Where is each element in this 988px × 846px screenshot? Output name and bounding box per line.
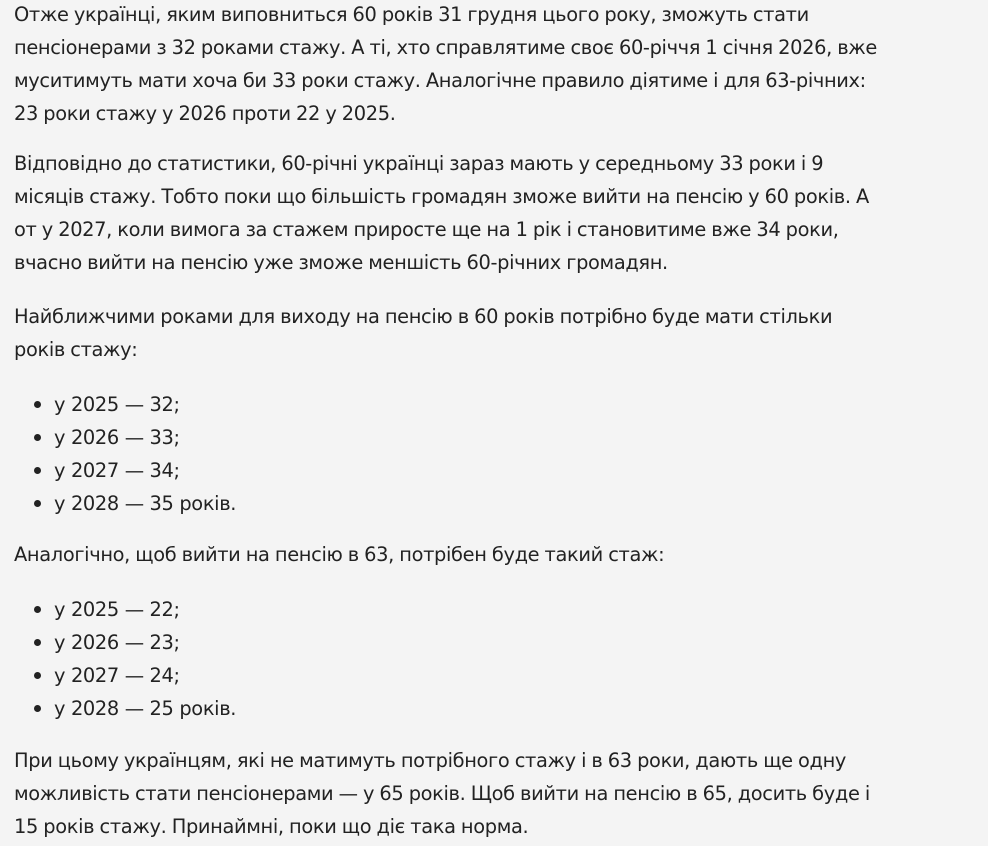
list-item-text: у 2026 — 23;	[54, 631, 180, 654]
list-item	[34, 487, 236, 520]
text-line: Аналогічно, щоб вийти на пенсію в 63, потрібен буде такий стаж:	[14, 543, 665, 566]
text-line: можливість стати пенсіонерами — у 65 років. Щоб вийти на пенсію в 65, досить буде і	[14, 782, 870, 805]
text-line: 15 років стажу. Принаймні, поки що діє така норма.	[14, 815, 529, 838]
text-line: Відповідно до статистики, 60-річні українці зараз мають у середньому 33 роки і 9	[14, 152, 824, 175]
paragraph-retirement-rule	[14, 0, 877, 130]
text-line: років стажу:	[14, 338, 138, 361]
bullet-icon	[34, 434, 41, 441]
list-item	[34, 692, 236, 725]
text-line: місяців стажу. Тобто поки що більшість громадян зможе вийти на пенсію у 60 років. А	[14, 185, 869, 208]
paragraph-intro-60	[14, 300, 832, 366]
bullet-icon	[34, 500, 41, 507]
text-line: Найближчими роками для виходу на пенсію в 60 років потрібно буде мати стільки	[14, 305, 833, 328]
bullet-icon	[34, 401, 41, 408]
list-item	[34, 388, 236, 421]
bullet-icon	[34, 672, 41, 679]
list-item	[34, 659, 236, 692]
bullet-icon	[34, 639, 41, 646]
list-item-text: у 2028 — 25 років.	[54, 697, 237, 720]
list-item-text: у 2026 — 33;	[54, 426, 180, 449]
text-line: При цьому українцям, які не матимуть потрібного стажу і в 63 роки, дають ще одну	[14, 749, 847, 772]
list-item	[34, 593, 236, 626]
text-line: 23 роки стажу у 2026 проти 22 у 2025.	[14, 102, 396, 125]
bullet-icon	[34, 705, 41, 712]
text-line: пенсіонерами з 32 роками стажу. А ті, хто справлятиме своє 60-річчя 1 січня 2026, вже	[14, 36, 877, 59]
paragraph-statistics	[14, 147, 869, 279]
list-item	[34, 421, 236, 454]
text-line: Отже українці, яким виповниться 60 років 31 грудня цього року, зможуть стати	[14, 3, 809, 26]
list-item-text: у 2027 — 24;	[54, 664, 180, 687]
list-item	[34, 454, 236, 487]
list-item-text: у 2028 — 35 років.	[54, 492, 237, 515]
bullet-icon	[34, 467, 41, 474]
paragraph-intro-63	[14, 538, 664, 571]
text-line: муситимуть мати хоча би 33 роки стажу. Аналогічне правило діятиме і для 63-річних:	[14, 69, 866, 92]
list-item	[34, 626, 236, 659]
text-line: от у 2027, коли вимога за стажем приросте ще на 1 рік і становитиме вже 34 роки,	[14, 218, 839, 241]
list-item-text: у 2025 — 32;	[54, 393, 180, 416]
list-requirements-63	[34, 593, 236, 725]
list-requirements-60	[34, 388, 236, 520]
bullet-icon	[34, 606, 41, 613]
list-item-text: у 2025 — 22;	[54, 598, 180, 621]
paragraph-age-65	[14, 744, 870, 843]
text-line: вчасно вийти на пенсію уже зможе меншість 60-річних громадян.	[14, 251, 668, 274]
list-item-text: у 2027 — 34;	[54, 459, 180, 482]
